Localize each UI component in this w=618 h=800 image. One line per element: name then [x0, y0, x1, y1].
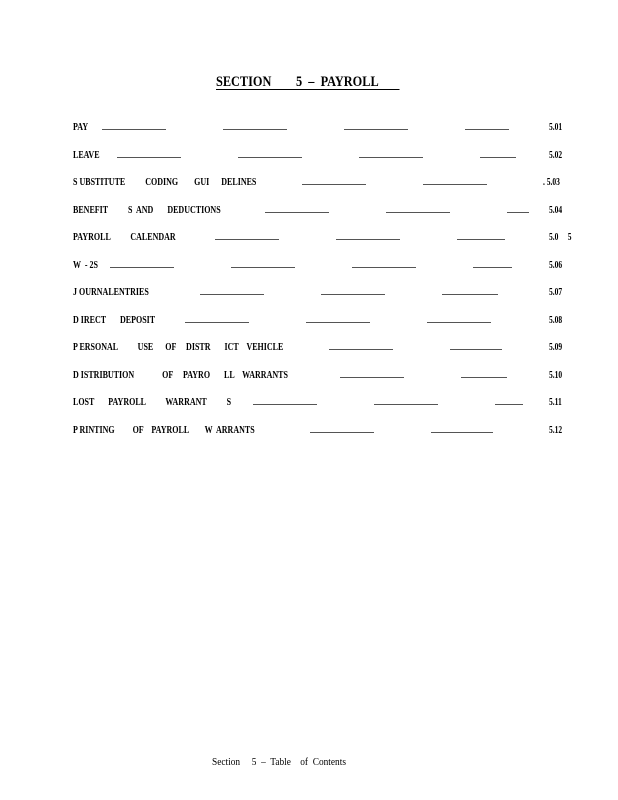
leader-line	[200, 294, 264, 295]
leader-line	[340, 377, 404, 378]
leader-line	[473, 267, 512, 268]
leader-line	[110, 267, 174, 268]
leader-line	[223, 129, 287, 130]
toc-label: LEAVE	[73, 149, 100, 161]
toc-label: D IRECT DEPOSIT	[73, 314, 156, 326]
toc-row-substitute-coding	[73, 175, 573, 203]
leader-line	[238, 157, 302, 158]
leader-line	[329, 349, 393, 350]
leader-line	[185, 322, 249, 323]
toc-label: BENEFIT S AND DEDUCTIONS	[73, 204, 221, 216]
toc-page-number: 5.07	[549, 287, 563, 298]
toc-page-number: 5.02	[549, 149, 563, 161]
toc-row-payroll-calendar	[73, 230, 573, 258]
toc-row-printing-warrants	[73, 423, 573, 451]
leader-line	[302, 184, 366, 185]
leader-line	[450, 349, 502, 350]
toc-row-w2s	[73, 258, 573, 286]
toc-row-direct-deposit	[73, 313, 573, 341]
leader-line	[431, 432, 493, 433]
leader-line	[461, 377, 507, 378]
toc-page-number: 5.04	[549, 204, 563, 216]
toc-label: PAYROLL CALENDAR	[73, 232, 176, 243]
leader-line	[427, 322, 491, 323]
toc-row-benefits	[73, 203, 573, 231]
leader-line	[336, 239, 400, 240]
table-of-contents	[73, 120, 573, 450]
toc-label: D ISTRIBUTION OF PAYRO LL WARRANTS	[73, 369, 288, 381]
toc-page-number: 5.0 5	[549, 232, 572, 243]
toc-row-leave	[73, 148, 573, 176]
leader-line	[457, 239, 505, 240]
toc-label: S UBSTITUTE CODING GUI DELINES	[73, 177, 257, 188]
leader-line	[102, 129, 166, 130]
leader-line	[231, 267, 295, 268]
toc-row-lost-payroll-warrants	[73, 395, 573, 423]
leader-line	[306, 322, 370, 323]
leader-line	[507, 212, 529, 213]
toc-label: J OURNALENTRIES	[73, 287, 149, 298]
toc-label: PAY	[73, 122, 89, 133]
page-footer: Section 5 – Table of Contents	[212, 756, 346, 768]
toc-row-distribution-warrants	[73, 368, 573, 396]
leader-line	[423, 184, 487, 185]
toc-label: P RINTING OF PAYROLL W ARRANTS	[73, 424, 255, 436]
toc-page-number: . 5.03	[543, 177, 560, 188]
toc-page-number: 5.08	[549, 314, 563, 326]
leader-line	[442, 294, 498, 295]
leader-line	[374, 404, 438, 405]
toc-label: P ERSONAL USE OF DISTR ICT VEHICLE	[73, 342, 284, 353]
leader-line	[321, 294, 385, 295]
toc-page-number: 5.06	[549, 259, 563, 271]
leader-line	[480, 157, 516, 158]
toc-label: W - 2S	[73, 259, 98, 271]
leader-line	[495, 404, 523, 405]
toc-page-number: 5.01	[549, 122, 563, 133]
page-title: SECTION 5 – PAYROLL	[216, 74, 400, 90]
leader-line	[465, 129, 509, 130]
toc-label: LOST PAYROLL WARRANT S	[73, 397, 232, 408]
leader-line	[359, 157, 423, 158]
toc-page-number: 5.09	[549, 342, 563, 353]
leader-line	[265, 212, 329, 213]
toc-row-journal-entries	[73, 285, 573, 313]
toc-page-number: 5.12	[549, 424, 563, 436]
toc-page-number: 5.10	[549, 369, 563, 381]
leader-line	[386, 212, 450, 213]
toc-page-number: 5.11	[549, 397, 562, 408]
leader-line	[352, 267, 416, 268]
leader-line	[117, 157, 181, 158]
leader-line	[344, 129, 408, 130]
leader-line	[310, 432, 374, 433]
leader-line	[215, 239, 279, 240]
toc-row-pay	[73, 120, 573, 148]
toc-row-personal-use-vehicle	[73, 340, 573, 368]
leader-line	[253, 404, 317, 405]
